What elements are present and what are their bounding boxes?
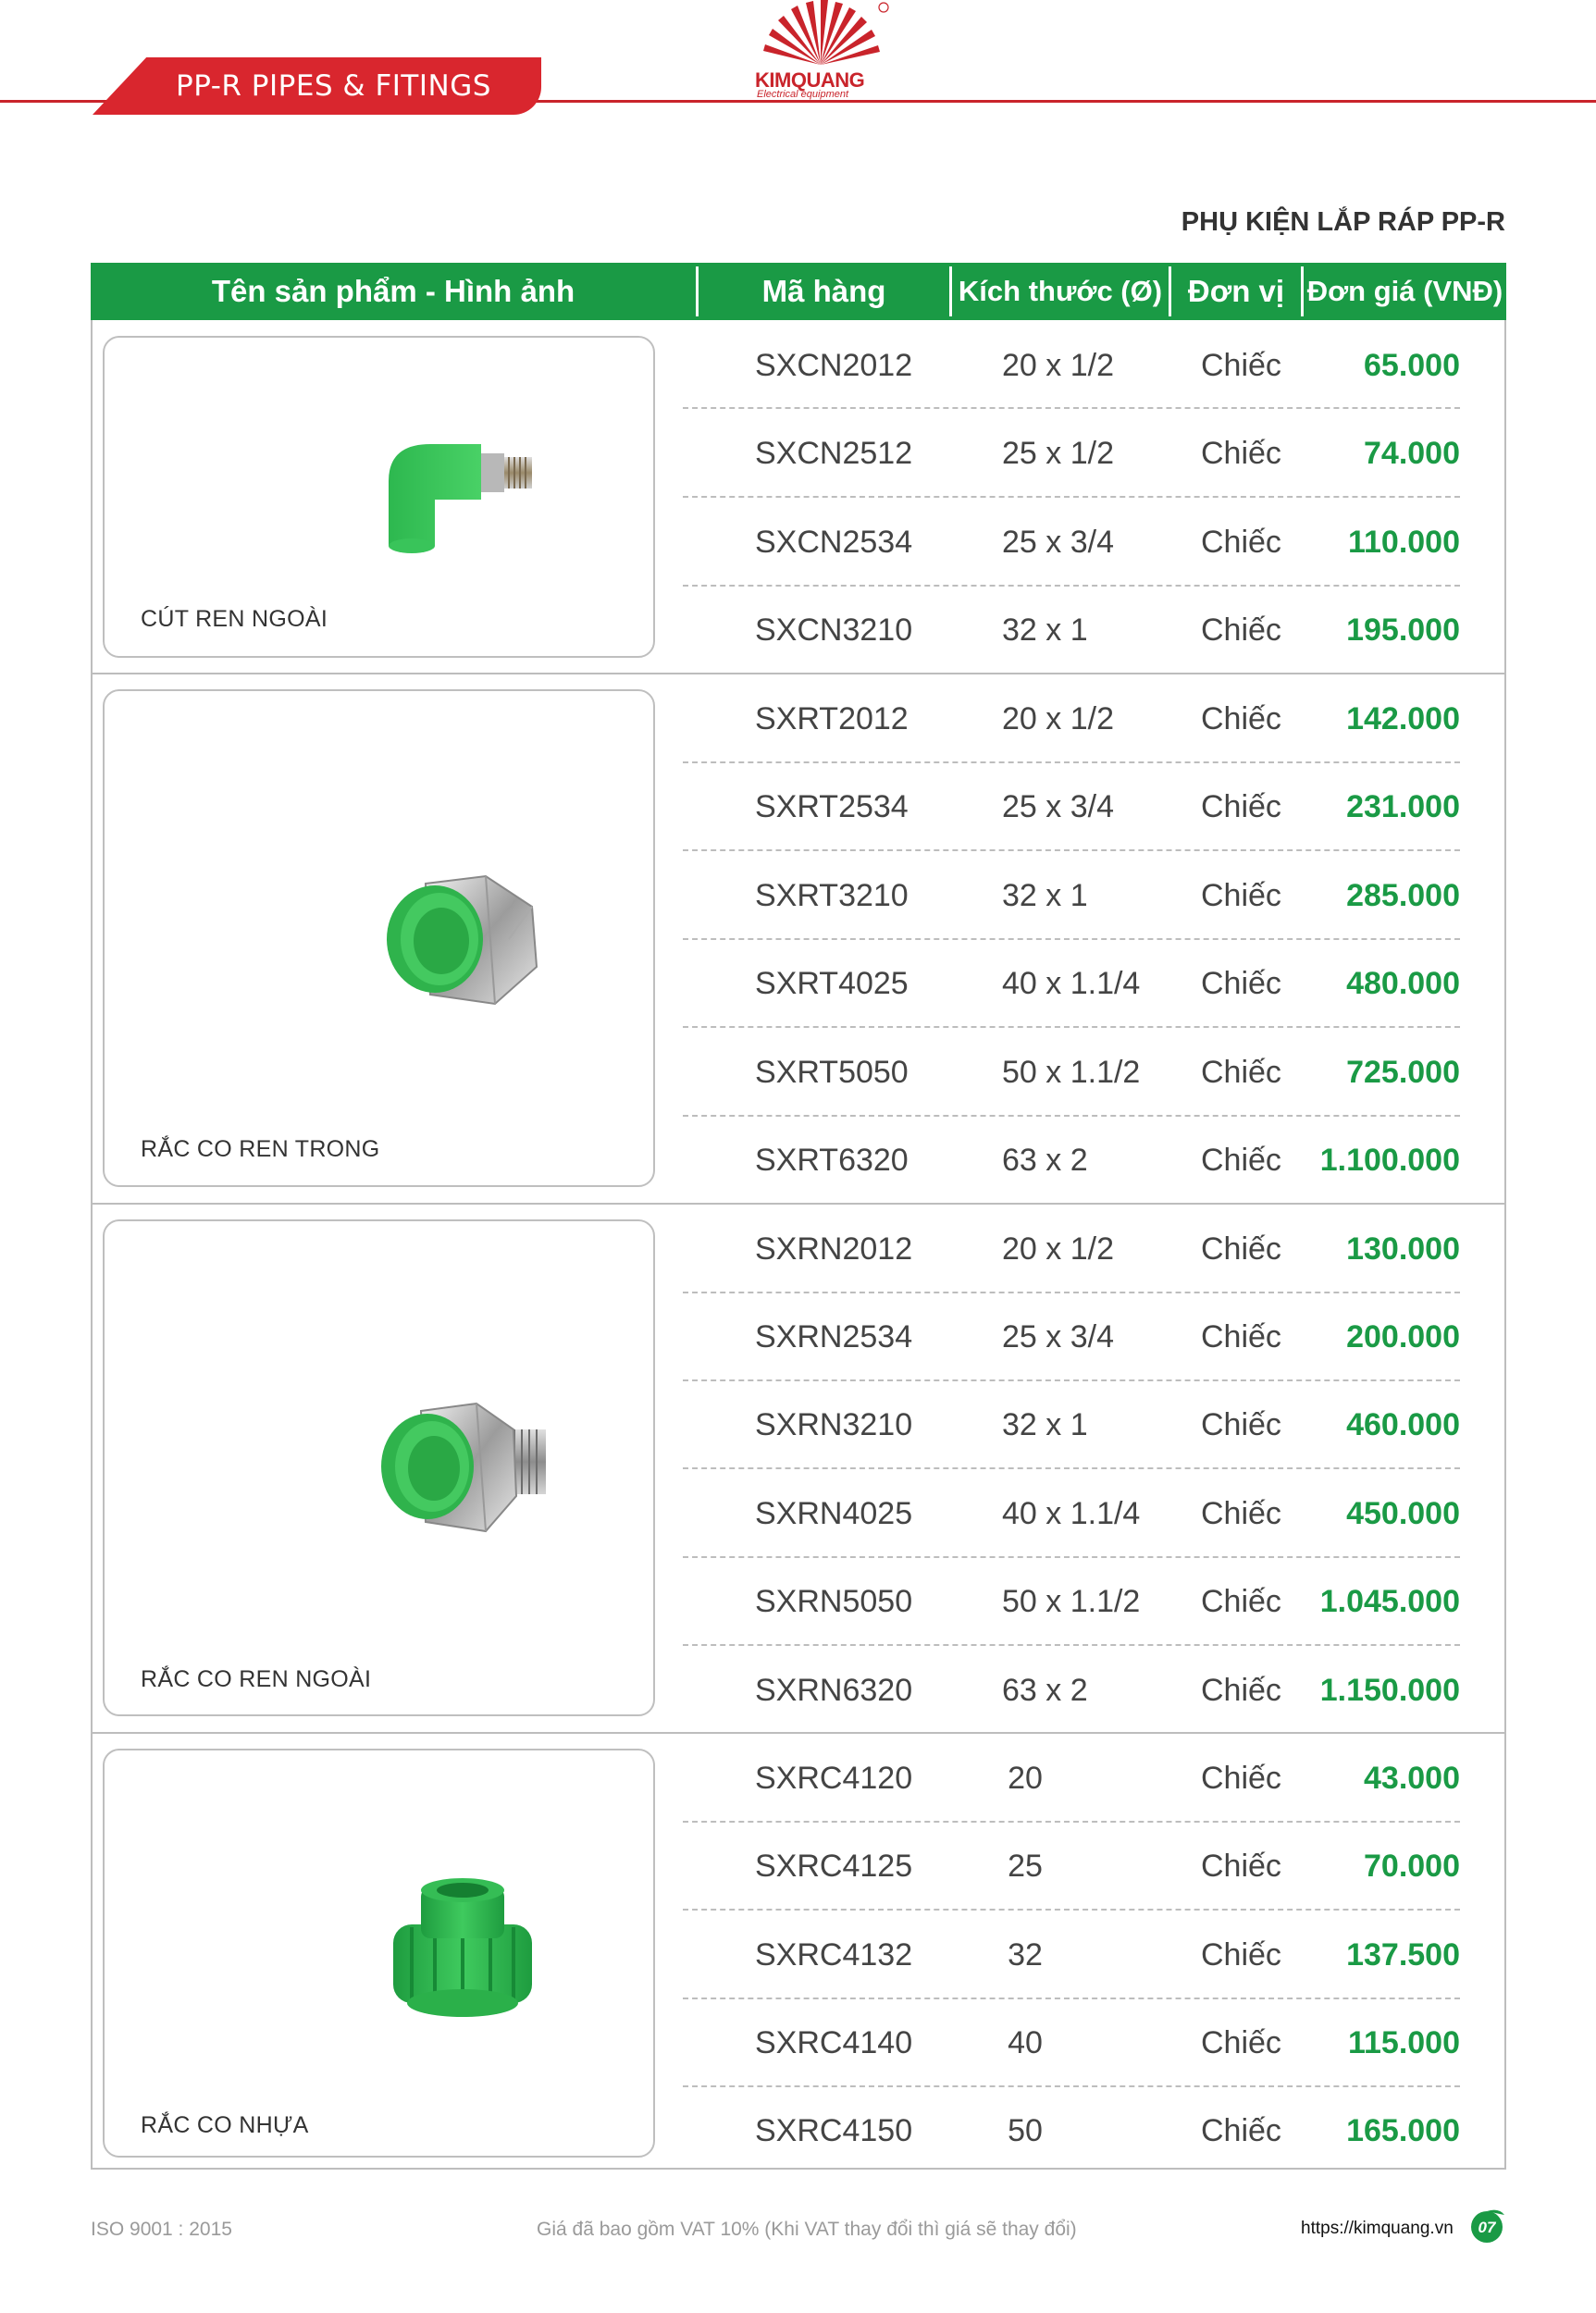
product-unit: Chiếc bbox=[1201, 878, 1281, 913]
product-size: 63 x 2 bbox=[1002, 1673, 1088, 1708]
table-row bbox=[683, 322, 1460, 410]
product-code: SXRN2012 bbox=[755, 1231, 913, 1267]
table-row bbox=[683, 587, 1460, 674]
product-price: 1.045.000 bbox=[1319, 1584, 1460, 1619]
product-price: 195.000 bbox=[1346, 612, 1460, 648]
logo-tagline: Electrical equipment bbox=[757, 89, 849, 100]
product-code: SXCN2534 bbox=[755, 525, 913, 560]
product-size: 50 bbox=[1008, 2113, 1043, 2148]
row-divider bbox=[683, 1909, 1460, 1911]
product-unit: Chiếc bbox=[1201, 966, 1281, 1001]
product-size: 32 bbox=[1008, 1937, 1043, 1973]
product-unit: Chiếc bbox=[1201, 1673, 1281, 1708]
product-size: 20 x 1/2 bbox=[1002, 701, 1114, 736]
table-row bbox=[683, 1206, 1460, 1293]
row-divider bbox=[683, 496, 1460, 498]
product-code: SXRT5050 bbox=[755, 1055, 909, 1090]
product-size: 40 bbox=[1008, 2025, 1043, 2060]
table-row bbox=[683, 675, 1460, 763]
col-header-size: Kích thước (Ø) bbox=[958, 275, 1163, 307]
header-ribbon-text: PP-R PIPES & FITINGS bbox=[176, 69, 491, 103]
product-size: 20 bbox=[1008, 1761, 1043, 1796]
elbow-male-thread-fitting-icon bbox=[379, 435, 546, 555]
table-row bbox=[683, 852, 1460, 940]
product-price: 460.000 bbox=[1346, 1407, 1460, 1442]
logo-wordmark: KIMQUANG bbox=[755, 68, 865, 92]
product-code: SXRN6320 bbox=[755, 1673, 913, 1708]
product-size: 50 x 1.1/2 bbox=[1002, 1055, 1141, 1090]
product-code: SXRT4025 bbox=[755, 966, 909, 1001]
product-price: 65.000 bbox=[1364, 348, 1460, 383]
product-unit: Chiếc bbox=[1201, 1761, 1281, 1796]
product-price: 480.000 bbox=[1346, 966, 1460, 1001]
product-price: 142.000 bbox=[1346, 701, 1460, 736]
table-row bbox=[683, 499, 1460, 587]
product-code: SXRC4140 bbox=[755, 2025, 913, 2060]
product-size: 32 x 1 bbox=[1002, 878, 1088, 913]
product-size: 50 x 1.1/2 bbox=[1002, 1584, 1141, 1619]
product-size: 25 x 3/4 bbox=[1002, 525, 1114, 560]
product-price: 165.000 bbox=[1346, 2113, 1460, 2148]
product-code: SXRC4150 bbox=[755, 2113, 913, 2148]
product-unit: Chiếc bbox=[1201, 1231, 1281, 1267]
table-row bbox=[683, 1293, 1460, 1381]
product-price: 231.000 bbox=[1346, 789, 1460, 824]
row-divider bbox=[683, 1467, 1460, 1469]
table-row bbox=[683, 1470, 1460, 1558]
product-price: 70.000 bbox=[1364, 1849, 1460, 1884]
product-code: SXCN3210 bbox=[755, 612, 913, 648]
row-divider bbox=[683, 1644, 1460, 1646]
product-name-label: CÚT REN NGOÀI bbox=[141, 606, 328, 632]
product-size: 25 x 1/2 bbox=[1002, 436, 1114, 471]
product-name-label: RẮC CO NHỰA bbox=[141, 2112, 309, 2138]
footer-vat-note: Giá đã bao gồm VAT 10% (Khi VAT thay đổi thì giá sẽ thay đổi) bbox=[537, 2219, 1077, 2240]
product-size: 40 x 1.1/4 bbox=[1002, 966, 1141, 1001]
product-unit: Chiếc bbox=[1201, 1584, 1281, 1619]
col-header-price: Đơn giá (VNĐ) bbox=[1306, 275, 1503, 307]
row-divider bbox=[683, 407, 1460, 409]
product-unit: Chiếc bbox=[1201, 1496, 1281, 1531]
product-code: SXRN2534 bbox=[755, 1319, 913, 1354]
table-row bbox=[683, 1117, 1460, 1205]
table-row bbox=[683, 1647, 1460, 1735]
product-code: SXRN3210 bbox=[755, 1407, 913, 1442]
table-row bbox=[683, 1381, 1460, 1469]
product-unit: Chiếc bbox=[1201, 1937, 1281, 1973]
product-size: 25 x 3/4 bbox=[1002, 1319, 1114, 1354]
plastic-union-fitting-icon bbox=[384, 1874, 541, 2026]
product-image-box bbox=[103, 1749, 655, 2158]
product-size: 32 x 1 bbox=[1002, 1407, 1088, 1442]
product-size: 63 x 2 bbox=[1002, 1143, 1088, 1178]
product-unit: Chiếc bbox=[1201, 1143, 1281, 1178]
product-code: SXRN4025 bbox=[755, 1496, 913, 1531]
footer-iso: ISO 9001 : 2015 bbox=[91, 2219, 232, 2240]
product-code: SXRC4125 bbox=[755, 1849, 913, 1884]
product-size: 25 bbox=[1008, 1849, 1043, 1884]
table-header bbox=[91, 263, 1506, 320]
product-code: SXRT2534 bbox=[755, 789, 909, 824]
product-price: 130.000 bbox=[1346, 1231, 1460, 1267]
union-male-thread-fitting-icon bbox=[370, 1392, 555, 1540]
product-code: SXRC4120 bbox=[755, 1761, 913, 1796]
product-unit: Chiếc bbox=[1201, 1055, 1281, 1090]
table-row bbox=[683, 1558, 1460, 1646]
row-divider bbox=[683, 849, 1460, 851]
product-name-label: RẮC CO REN NGOÀI bbox=[141, 1666, 372, 1692]
col-header-product: Tên sản phẩm - Hình ảnh bbox=[211, 274, 575, 308]
table-row bbox=[683, 763, 1460, 851]
footer-website-link[interactable]: https://kimquang.vn bbox=[1301, 2219, 1454, 2238]
table-row bbox=[683, 1999, 1460, 2087]
product-price: 1.150.000 bbox=[1319, 1673, 1460, 1708]
union-female-thread-fitting-icon bbox=[375, 865, 541, 1013]
product-price: 725.000 bbox=[1346, 1055, 1460, 1090]
col-header-code: Mã hàng bbox=[761, 274, 886, 308]
product-price: 1.100.000 bbox=[1319, 1143, 1460, 1178]
product-code: SXCN2012 bbox=[755, 348, 913, 383]
product-price: 285.000 bbox=[1346, 878, 1460, 913]
table-row bbox=[683, 410, 1460, 498]
product-price: 137.500 bbox=[1346, 1937, 1460, 1973]
table-row bbox=[683, 1735, 1460, 1823]
product-code: SXRN5050 bbox=[755, 1584, 913, 1619]
table-row bbox=[683, 1029, 1460, 1117]
product-unit: Chiếc bbox=[1201, 525, 1281, 560]
row-divider bbox=[683, 1026, 1460, 1028]
product-unit: Chiếc bbox=[1201, 1319, 1281, 1354]
product-size: 32 x 1 bbox=[1002, 612, 1088, 648]
table-row bbox=[683, 1823, 1460, 1911]
page-number: 07 bbox=[1478, 2219, 1496, 2236]
product-code: SXRT2012 bbox=[755, 701, 909, 736]
table-row bbox=[683, 2087, 1460, 2175]
product-unit: Chiếc bbox=[1201, 2113, 1281, 2148]
product-price: 43.000 bbox=[1364, 1761, 1460, 1796]
product-unit: Chiếc bbox=[1201, 2025, 1281, 2060]
product-code: SXCN2512 bbox=[755, 436, 913, 471]
col-header-unit: Đơn vị bbox=[1187, 274, 1285, 308]
product-size: 25 x 3/4 bbox=[1002, 789, 1114, 824]
section-title: PHỤ KIỆN LẮP RÁP PP-R bbox=[1181, 207, 1505, 237]
product-code: SXRT3210 bbox=[755, 878, 909, 913]
product-unit: Chiếc bbox=[1201, 701, 1281, 736]
product-size: 20 x 1/2 bbox=[1002, 1231, 1114, 1267]
product-name-label: RẮC CO REN TRONG bbox=[141, 1136, 380, 1162]
product-size: 20 x 1/2 bbox=[1002, 348, 1114, 383]
product-unit: Chiếc bbox=[1201, 436, 1281, 471]
product-unit: Chiếc bbox=[1201, 1849, 1281, 1884]
product-unit: Chiếc bbox=[1201, 612, 1281, 648]
product-price: 115.000 bbox=[1347, 2025, 1460, 2060]
product-price: 200.000 bbox=[1346, 1319, 1460, 1354]
product-code: SXRC4132 bbox=[755, 1937, 913, 1973]
product-unit: Chiếc bbox=[1201, 1407, 1281, 1442]
product-price: 110.000 bbox=[1347, 525, 1460, 560]
product-size: 40 x 1.1/4 bbox=[1002, 1496, 1141, 1531]
table-row bbox=[683, 940, 1460, 1028]
product-unit: Chiếc bbox=[1201, 789, 1281, 824]
product-code: SXRT6320 bbox=[755, 1143, 909, 1178]
product-unit: Chiếc bbox=[1201, 348, 1281, 383]
table-row bbox=[683, 1911, 1460, 1999]
product-price: 450.000 bbox=[1346, 1496, 1460, 1531]
product-price: 74.000 bbox=[1364, 436, 1460, 471]
